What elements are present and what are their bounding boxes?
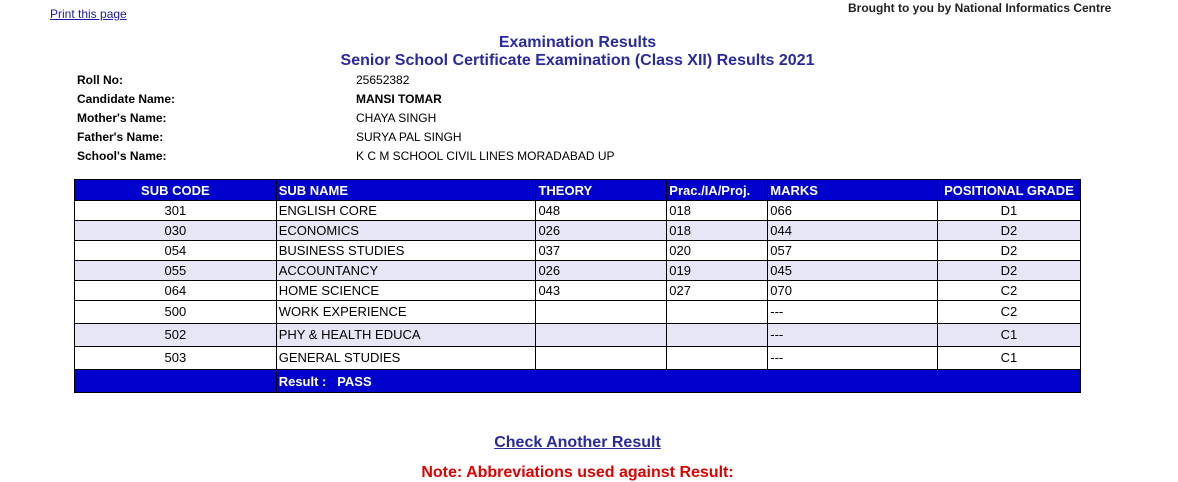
sub-code-cell: 064 — [75, 281, 277, 301]
mother-name-value: CHAYA SINGH — [356, 111, 437, 125]
practical-cell: 019 — [667, 261, 768, 281]
grade-cell: C2 — [937, 281, 1080, 301]
practical-cell: 020 — [667, 241, 768, 261]
sub-name-cell: ENGLISH CORE — [276, 201, 536, 221]
page-title: Examination Results — [498, 34, 657, 51]
grade-cell: C1 — [937, 324, 1080, 347]
header-sub-code: SUB CODE — [75, 180, 277, 201]
sub-name-cell: PHY & HEALTH EDUCA — [276, 324, 536, 347]
sub-code-cell: 503 — [75, 347, 277, 370]
theory-cell — [536, 301, 667, 324]
sub-name-cell: WORK EXPERIENCE — [276, 301, 536, 324]
result-row — [75, 370, 1081, 393]
result-text: Result : PASS — [276, 370, 1080, 393]
sub-code-cell: 301 — [75, 201, 277, 221]
table-row — [75, 241, 1081, 261]
father-name-value: SURYA PAL SINGH — [356, 130, 462, 144]
sub-code-cell: 502 — [75, 324, 277, 347]
sub-name-cell: HOME SCIENCE — [276, 281, 536, 301]
school-name-value: K C M SCHOOL CIVIL LINES MORADABAD UP — [356, 149, 615, 163]
practical-cell: 027 — [667, 281, 768, 301]
page-subtitle: Senior School Certificate Examination (Class XII) Results 2021 — [340, 52, 815, 69]
check-another-result-link[interactable]: Check Another Result — [494, 434, 661, 451]
print-page-link[interactable]: Print this page — [50, 7, 127, 21]
marks-cell: 045 — [768, 261, 938, 281]
sub-code-cell: 055 — [75, 261, 277, 281]
roll-value: 25652382 — [356, 73, 410, 87]
grade-cell: D2 — [937, 221, 1080, 241]
table-row — [75, 301, 1081, 324]
sub-name-cell: GENERAL STUDIES — [276, 347, 536, 370]
table-header-row — [75, 180, 1081, 201]
theory-cell — [536, 324, 667, 347]
table-row — [75, 324, 1081, 347]
theory-cell: 043 — [536, 281, 667, 301]
table-row — [75, 201, 1081, 221]
sub-code-cell: 500 — [75, 301, 277, 324]
sub-name-cell: BUSINESS STUDIES — [276, 241, 536, 261]
practical-cell — [667, 324, 768, 347]
theory-cell: 026 — [536, 261, 667, 281]
theory-cell — [536, 347, 667, 370]
practical-cell: 018 — [667, 201, 768, 221]
marks-cell: 066 — [768, 201, 938, 221]
candidate-name-label: Candidate Name: — [77, 92, 176, 106]
marks-table — [74, 179, 1081, 393]
grade-cell: D2 — [937, 261, 1080, 281]
father-name-label: Father's Name: — [77, 130, 164, 144]
grade-cell: C2 — [937, 301, 1080, 324]
header-positional-grade: POSITIONAL GRADE — [937, 180, 1080, 201]
theory-cell: 026 — [536, 221, 667, 241]
sub-name-cell: ACCOUNTANCY — [276, 261, 536, 281]
sub-code-cell: 030 — [75, 221, 277, 241]
brought-by-text: Brought to you by National Informatics Centre — [848, 1, 1112, 15]
grade-cell: D2 — [937, 241, 1080, 261]
table-row — [75, 347, 1081, 370]
practical-cell — [667, 347, 768, 370]
sub-code-cell: 054 — [75, 241, 277, 261]
header-marks: MARKS — [768, 180, 938, 201]
mother-name-label: Mother's Name: — [77, 111, 167, 125]
marks-cell: --- — [768, 347, 938, 370]
header-theory: THEORY — [536, 180, 667, 201]
marks-cell: 070 — [768, 281, 938, 301]
theory-cell: 037 — [536, 241, 667, 261]
marks-cell: --- — [768, 324, 938, 347]
theory-cell: 048 — [536, 201, 667, 221]
marks-cell: 044 — [768, 221, 938, 241]
table-row — [75, 281, 1081, 301]
header-practical: Prac./IA/Proj. — [667, 180, 768, 201]
sub-name-cell: ECONOMICS — [276, 221, 536, 241]
marks-cell: 057 — [768, 241, 938, 261]
marks-cell: --- — [768, 301, 938, 324]
grade-cell: C1 — [937, 347, 1080, 370]
practical-cell — [667, 301, 768, 324]
abbreviations-note: Note: Abbreviations used against Result: — [421, 464, 734, 481]
school-name-label: School's Name: — [77, 149, 167, 163]
table-row — [75, 261, 1081, 281]
candidate-name-value: MANSI TOMAR — [356, 92, 442, 106]
grade-cell: D1 — [937, 201, 1080, 221]
table-row — [75, 221, 1081, 241]
roll-label: Roll No: — [77, 73, 123, 87]
result-empty-cell — [75, 370, 277, 393]
practical-cell: 018 — [667, 221, 768, 241]
header-sub-name: SUB NAME — [276, 180, 536, 201]
